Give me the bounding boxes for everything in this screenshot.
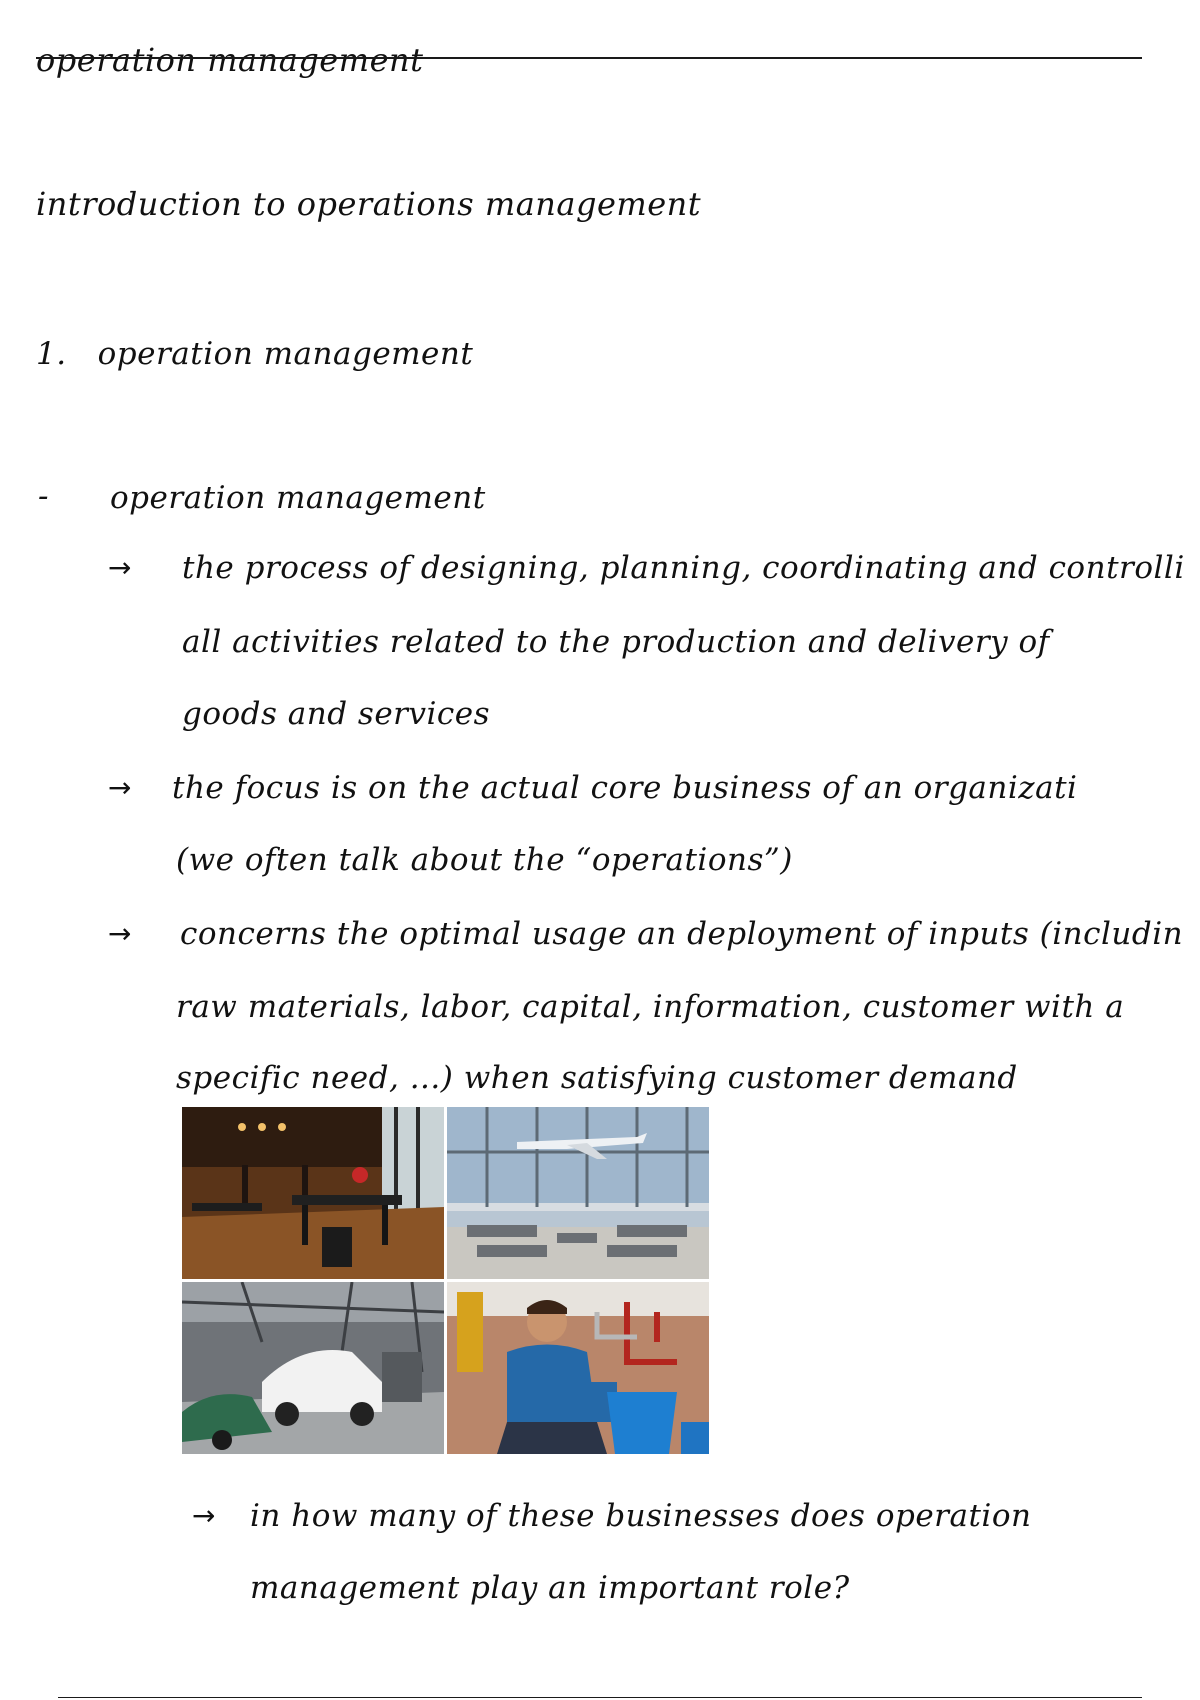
- point-3-line-1: concerns the optimal usage an deployment of inputs (includin: [180, 916, 1184, 952]
- point-3-line-2: raw materials, labor, capital, information, customer with a: [176, 989, 1125, 1025]
- restaurant-photo: [182, 1107, 444, 1279]
- point-2-line-1: the focus is on the actual core business of an organizati: [172, 770, 1078, 806]
- point-2-line-2: (we often talk about the “operations”): [176, 842, 793, 878]
- page-subtitle: introduction to operations management: [36, 185, 702, 223]
- point-1-line-3: goods and services: [182, 696, 491, 732]
- plumber-photo: [447, 1282, 709, 1454]
- bottom-rule: [58, 1697, 1142, 1698]
- arrow-icon: →: [192, 1499, 216, 1532]
- question-line-2: management play an important role?: [250, 1570, 850, 1606]
- title-rule: [36, 57, 1142, 59]
- arrow-icon: →: [108, 771, 132, 804]
- bullet-marker: -: [38, 478, 49, 514]
- point-3-line-3: specific need, ...) when satisfying customer demand: [176, 1060, 1018, 1096]
- photo-collage: [182, 1107, 709, 1454]
- point-1-line-1: the process of designing, planning, coordinating and controlli: [182, 550, 1185, 586]
- bullet-heading: operation management: [110, 480, 486, 516]
- arrow-icon: →: [108, 917, 132, 950]
- section-heading: 1. operation management: [36, 336, 474, 372]
- car-factory-photo: [182, 1282, 444, 1454]
- page-title: operation management: [36, 41, 424, 79]
- question-line-1: in how many of these businesses does operation: [250, 1498, 1032, 1534]
- point-1-line-2: all activities related to the production and delivery of: [182, 624, 1050, 660]
- airport-photo: [447, 1107, 709, 1279]
- arrow-icon: →: [108, 551, 132, 584]
